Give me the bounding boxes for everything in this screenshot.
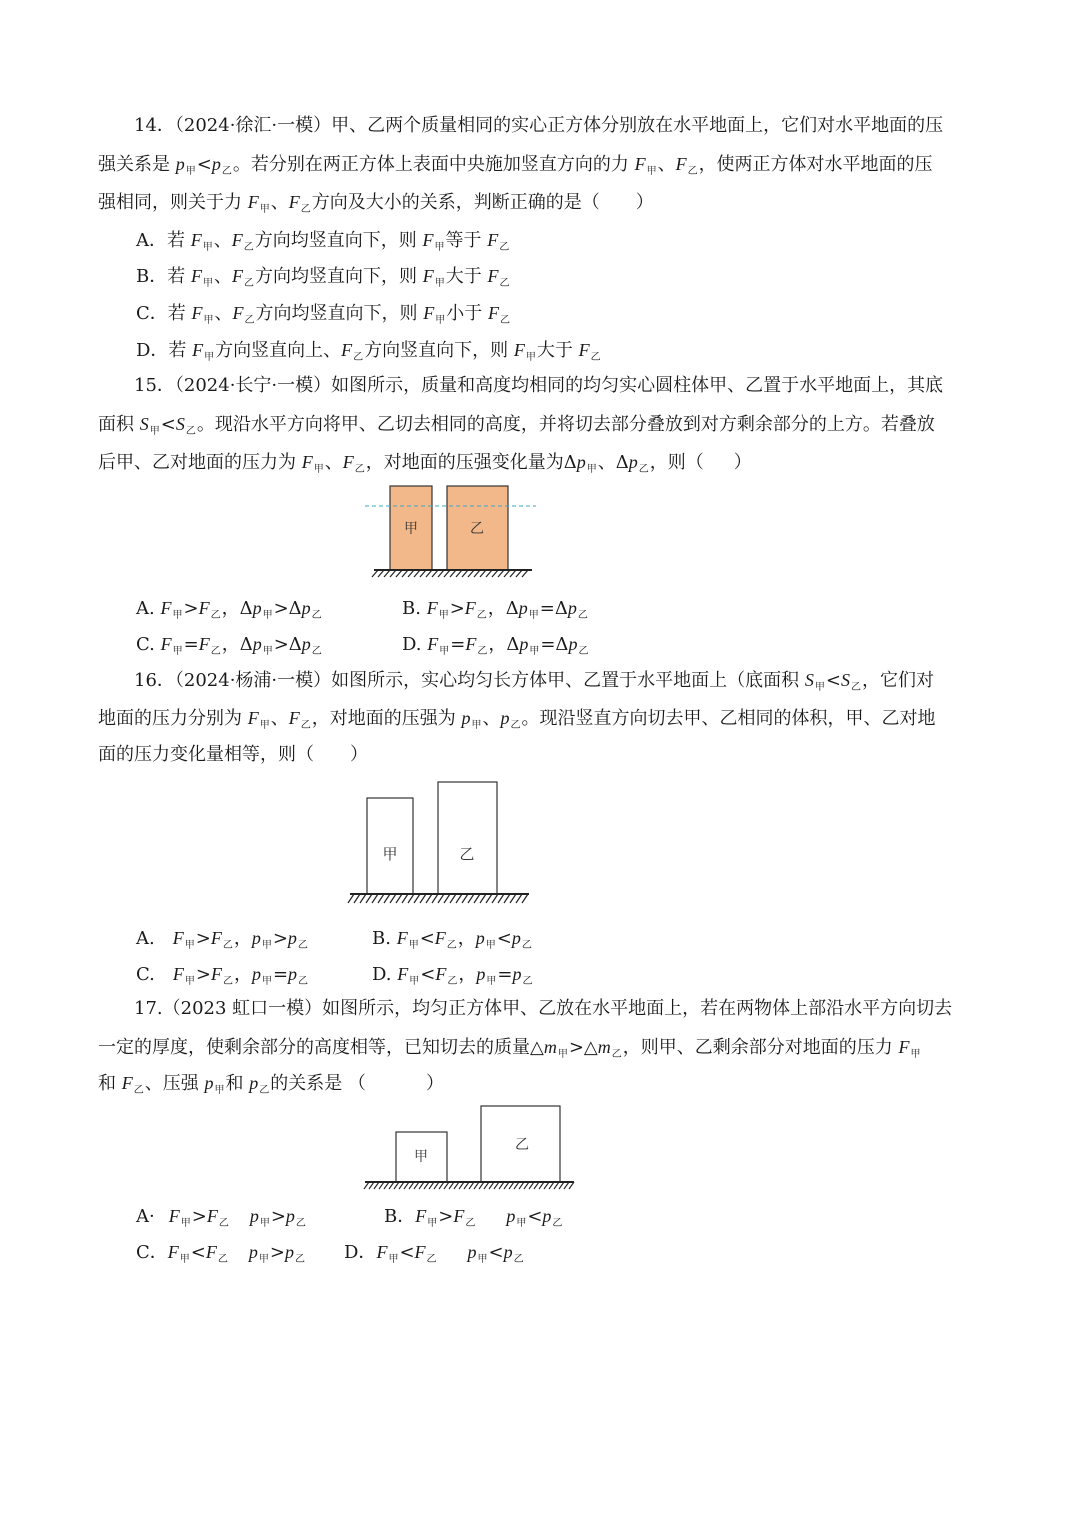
q16-option-a: A. $F_甲>F_乙$，$p_甲>p_乙$	[136, 928, 308, 951]
q14-line-2: 强关系是 $p_甲<p_乙$。若分别在两正方体上表面中央施加竖直方向的力 $F_甲$、$F_乙$，使两正方体对水平地面的压	[98, 154, 933, 177]
q15-ground-hatch	[372, 570, 528, 577]
q15-line-2: 面积 $S_甲<S_乙$。现沿水平方向将甲、乙切去相同的高度，并将切去部分叠放到对方剩余部分的上方。若叠放	[98, 414, 935, 437]
q16-line-3: 面的压力变化量相等，则（ ）	[98, 744, 368, 765]
q15-line-1: 15．（2024·长宁·一模）如图所示，质量和高度均相同的均匀实心圆柱体甲、乙置于水平地面上，其底	[134, 375, 944, 396]
q15-option-c: C. $F_甲=F_乙$，$\Delta p_甲>\Delta p_乙$	[136, 634, 322, 657]
q15-line-3: 后甲、乙对地面的压力为 $F_甲$、$F_乙$，对地面的压强变化量为$\Delta p_甲$、$\Delta p_乙$，则（ ）	[98, 452, 752, 475]
q14-option-a: A．若 $F_甲$、$F_乙$方向均竖直向下，则 $F_甲$等于 $F_乙$	[136, 230, 510, 253]
q17-option-d: D．$F_甲<F_乙$ $p_甲<p_乙$	[344, 1242, 524, 1265]
q17-ground-hatch	[364, 1182, 574, 1189]
q17-number: 17.	[134, 998, 163, 1019]
q16-block-yi	[438, 782, 497, 894]
q15-option-d: D. $F_甲=F_乙$，$\Delta p_甲=\Delta p_乙$	[402, 634, 589, 657]
q17-source: （2023 虹口一模）	[162, 998, 323, 1019]
q17-option-b: B．$F_甲>F_乙$ $p_甲<p_乙$	[384, 1206, 563, 1229]
q16-number: 16．	[134, 670, 175, 691]
q16-option-c: C. $F_甲>F_乙$，$p_甲=p_乙$	[136, 964, 309, 987]
q15-figure	[360, 478, 540, 580]
q15-number: 15．	[134, 375, 175, 396]
q16-label-jia: 甲	[382, 845, 398, 863]
q17-line-1: 17.（2023 虹口一模）如图所示，均匀正方体甲、乙放在水平地面上，若在两物体上部沿水平方向切去	[134, 998, 953, 1019]
q14-line-3: 强相同，则关于力 $F_甲$、$F_乙$方向及大小的关系，判断正确的是（ ）	[98, 192, 654, 215]
q14-source: （2024·徐汇·一模）	[174, 115, 332, 136]
q16-label-yi: 乙	[459, 845, 475, 863]
q16-line-1: 16．（2024·杨浦·一模）如图所示，实心均匀长方体甲、乙置于水平地面上（底面积 $S_甲<S_乙$，它们对	[134, 670, 934, 693]
q17-label-yi: 乙	[515, 1137, 529, 1153]
q17-figure	[362, 1100, 577, 1195]
q16-ground-hatch	[348, 894, 528, 903]
q16-option-b: B. $F_甲<F_乙$，$p_甲<p_乙$	[372, 928, 532, 951]
q16-option-d: D. $F_甲<F_乙$，$p_甲=p_乙$	[372, 964, 533, 987]
q14-option-d: D．若 $F_甲$方向竖直向上、$F_乙$方向竖直向下，则 $F_甲$大于 $F_乙$	[136, 340, 601, 363]
q14-line-1: 14．（2024·徐汇·一模）甲、乙两个质量相同的实心正方体分别放在水平地面上，它们对水平地面的压	[134, 115, 944, 136]
q15-option-b: B. $F_甲>F_乙$，$\Delta p_甲=\Delta p_乙$	[402, 598, 588, 621]
q17-line-2: 一定的厚度，使剩余部分的高度相等，已知切去的质量$\triangle m_甲>\triangle m_乙$，则甲、乙剩余部分对地面的压力 $F_甲$	[98, 1037, 921, 1060]
q14-option-c: C．若 $F_甲$、$F_乙$方向均竖直向下，则 $F_甲$小于 $F_乙$	[136, 303, 510, 326]
q16-line-2: 地面的压力分别为 $F_甲$、$F_乙$，对地面的压强为 $p_甲$、$p_乙$。现沿竖直方向切去甲、乙相同的体积，甲、乙对地	[98, 708, 936, 731]
q17-option-a: $A\cdot F_甲>F_乙$ $p_甲>p_乙$	[136, 1206, 306, 1229]
q15-option-a: A. $F_甲>F_乙$，$\Delta p_甲>\Delta p_乙$	[136, 598, 322, 621]
q15-label-yi: 乙	[470, 521, 484, 537]
q14-option-b: B．若 $F_甲$、$F_乙$方向均竖直向下，则 $F_甲$大于 $F_乙$	[136, 266, 510, 289]
q17-option-c: C．$F_甲<F_乙$ $p_甲>p_乙$	[136, 1242, 305, 1265]
q15-label-jia: 甲	[404, 521, 418, 537]
q16-figure	[345, 775, 535, 911]
q16-source: （2024·杨浦·一模）	[174, 670, 332, 691]
q14-number: 14．	[134, 115, 175, 136]
q17-line-3: 和 $F_乙$、压强 $p_甲$和 $p_乙$的关系是 （ ）	[98, 1073, 444, 1096]
q17-label-jia: 甲	[414, 1149, 428, 1165]
q15-source: （2024·长宁·一模）	[174, 375, 332, 396]
